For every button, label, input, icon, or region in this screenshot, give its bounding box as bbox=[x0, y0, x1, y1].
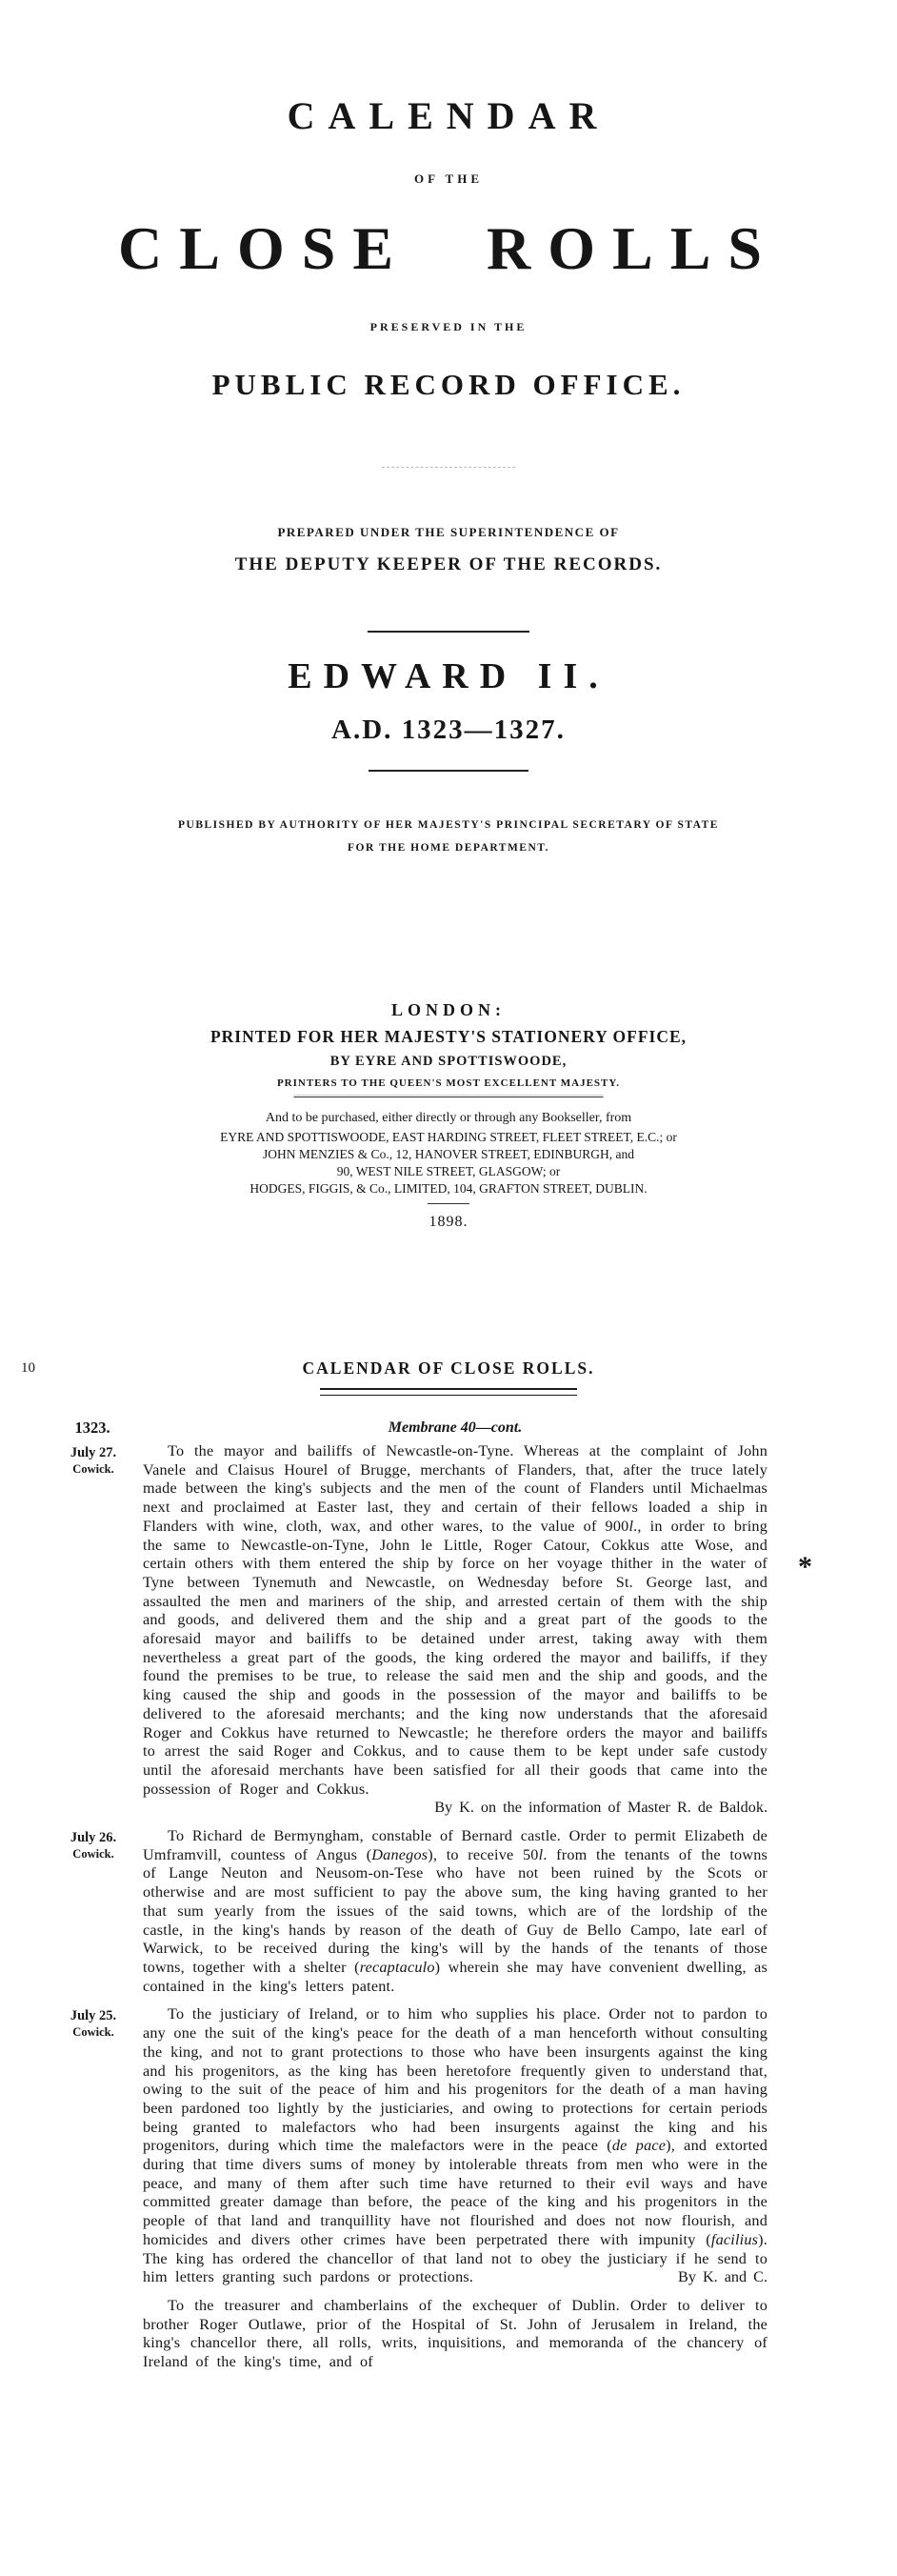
calendar-entry bbox=[70, 1442, 767, 1818]
preserved-in-the-line: PRESERVED IN THE bbox=[369, 320, 528, 333]
entry-place: Cowick. bbox=[72, 1462, 114, 1476]
publication-year: 1898. bbox=[429, 1214, 468, 1230]
entry-date: July 25. bbox=[70, 2008, 117, 2024]
entry-text-italic-segment: l bbox=[538, 1845, 544, 1863]
margin-asterisk: * bbox=[798, 1551, 812, 1582]
entry-text-italic-segment: facilius bbox=[710, 2230, 759, 2248]
imprint-printers: PRINTERS TO THE QUEEN'S MOST EXCELLENT MAJESTY. bbox=[276, 1077, 621, 1089]
entry-text-segment: To the mayor and bailiffs of Newcastle-on-Tyne. Whereas at the complaint of John Vanele and Claisus Hourel of Brugge, merchants of Flanders, that, after the truce lately made between the king's subjects and the men of the count of Flanders until Michaelmas next and proclaimed at Easter last, they and certain of their fellows loaded a ship in Flanders with wine, cloth, wax, and other wares, to the value of 900 bbox=[143, 1442, 767, 1535]
membrane-heading: Membrane 40—cont. bbox=[388, 1419, 523, 1436]
entry-margin-note bbox=[48, 1830, 139, 1862]
entry-date: July 26. bbox=[70, 1830, 117, 1846]
faint-divider-rule bbox=[382, 467, 515, 468]
purchase-line: HODGES, FIGGIS, & Co., LIMITED, 104, GRAFTON STREET, DUBLIN. bbox=[249, 1181, 648, 1196]
entry-text-segment: To the treasurer and chamberlains of the exchequer of Dublin. Order to deliver to brother Roger Outlawe, prior of the Hospital of St. John of Jerusalem in Ireland, the king's chancellor there, all rolls, writs, inquisitions, and memoranda of the chancery of Ireland of the king's time, and of bbox=[143, 2296, 767, 2371]
entry-text-segment: To Richard de Bermyngham, constable of Bernard castle. Order to permit Elizabeth de Umframvill, countess of Angus ( bbox=[143, 1827, 767, 1863]
authority-line-1: PUBLISHED BY AUTHORITY OF HER MAJESTY'S PRINCIPAL SECRETARY OF STATE bbox=[178, 819, 719, 831]
prepared-under-line: PREPARED UNDER THE SUPERINTENDENCE OF bbox=[277, 525, 620, 539]
entry-byline: By K. on the information of Master R. de Baldok. bbox=[434, 1799, 767, 1817]
running-title: CALENDAR OF CLOSE ROLLS. bbox=[302, 1358, 595, 1378]
year-margin-label: 1323. bbox=[74, 1419, 110, 1437]
calendar-entry bbox=[143, 2297, 767, 2372]
imprint-printed-for: PRINTED FOR HER MAJESTY'S STATIONERY OFFICE, bbox=[209, 1027, 688, 1046]
header-double-rule bbox=[320, 1388, 577, 1396]
entry-text-segment: ). The king has ordered the chancellor of that land not to obey the justiciary if he send to him letters granting such pardons or protections. bbox=[143, 2230, 767, 2286]
monarch-title: EDWARD II. bbox=[288, 656, 609, 696]
divider-rule bbox=[368, 631, 529, 633]
public-record-office-line: PUBLIC RECORD OFFICE. bbox=[211, 368, 686, 401]
entry-text bbox=[143, 2005, 767, 2287]
entry-place: Cowick. bbox=[72, 1847, 114, 1862]
entry-text bbox=[143, 1442, 767, 1799]
purchase-line: And to be purchased, either directly or through any Bookseller, from bbox=[265, 1111, 632, 1125]
entry-text-segment: ), and extorted during that time divers sums of money by intolerable threats from men who were in the peace, and many of them after such time have returned to their evil ways and have committed greater damage than before, the peace of the king and his progenitors in the people of that land and tranquillity have not flourished and does not now flourish, and homicides and divers other crimes have been perpetrated there with impunity ( bbox=[143, 2137, 767, 2248]
purchase-line: EYRE AND SPOTTISWOODE, EAST HARDING STREET, FLEET STREET, E.C.; or bbox=[220, 1130, 677, 1144]
book-title-of-the: OF THE bbox=[413, 171, 484, 186]
imprint-printed-by: BY EYRE AND SPOTTISWOODE, bbox=[329, 1054, 568, 1069]
entry-text-segment: ), to receive 50 bbox=[428, 1845, 539, 1863]
entry-text-italic-segment: recaptaculo bbox=[359, 1958, 435, 1976]
entry-text-italic-segment: l bbox=[628, 1517, 634, 1535]
entry-text-segment: ., in order to bring the same to Newcastle-on-Tyne, John le Little, Roger Catour, Cokkus atte Wose, and certain others with them entered the ship by force on her voyage thither in the water of Tyne between Tynemuth and Newcastle, on Wednesday before St. George last, and assaulted the men and mariners of the ship, and arrested certain of them with the ship and goods, and delivered them and the ship and a great part of the goods to the aforesaid mayor and bailiffs to be detained under arrest, taking away with them nevertheless a great part of the goods, the king ordered the mayor and bailiffs, if they found the premises to be true, to release the said men and the ship and goods, and the king caused the ship and goods in the possession of the mayor and bailiffs to be delivered to the aforesaid merchants; and the king now understands that the aforesaid Roger and Cokkus have returned to Newcastle; he therefore orders the mayor and bailiffs to arrest the said Roger and Cokkus, and to cause them to be kept under safe custody until the aforesaid merchants have been satisfied for all their goods that came into the possession of Roger and Cokkus. bbox=[143, 1517, 767, 1798]
entry-text-italic-segment: de pace bbox=[611, 2137, 667, 2155]
entry-byline: By K. and C. bbox=[678, 2268, 767, 2286]
entry-text-segment: ) wherein she may have convenient dwelling, as contained in the king's letters patent. bbox=[143, 1958, 767, 1995]
entry-text bbox=[143, 1827, 767, 1996]
book-title-close-rolls: CLOSE ROLLS bbox=[118, 214, 779, 282]
calendar-entry bbox=[70, 2005, 767, 2287]
authority-line-2: FOR THE HOME DEPARTMENT. bbox=[348, 842, 549, 854]
date-range: A.D. 1323—1327. bbox=[331, 714, 566, 745]
entry-text-segment: To the justiciary of Ireland, or to him who supplies his place. Order not to pardon to any one the suit of the king's peace for the death of a man henceforth without consulting the king, and not to grant protections to those who have been insurgents against the king and his progenitors, as the king has been heretofore frequently given to understand that, owing to the suit of the peace of him and his progenitors for the death of a man having been pardoned too lightly by the justiciaries, and owing to protections for certain periods being granted to malefactors who had been insurgents against the king and his progenitors, during which time the malefactors were in the peace ( bbox=[143, 2005, 767, 2155]
purchase-line: JOHN MENZIES & Co., 12, HANOVER STREET, EDINBURGH, and bbox=[262, 1147, 635, 1161]
entry-place: Cowick. bbox=[72, 2025, 114, 2040]
entry-margin-note bbox=[48, 1445, 139, 1477]
entry-text bbox=[143, 2297, 767, 2372]
entry-text-segment: . from the tenants of the towns of Lange Neuton and Neusom-on-Tese who have not been ruined by the Scots or otherwise and are most sufficient to pay the above sum, the king having granted to her that sum yearly from the issues of the said towns, which are of the lordship of the castle, in the king's hands by reason of the death of Guy de Bello Campo, late earl of Warwick, to be received during the king's will by the hands of the tenants of those towns, together with a shelter ( bbox=[143, 1845, 768, 1976]
entry-margin-note bbox=[48, 2008, 139, 2040]
divider-rule bbox=[428, 1203, 469, 1204]
deputy-keeper-line: THE DEPUTY KEEPER OF THE RECORDS. bbox=[234, 554, 663, 574]
calendar-entry bbox=[70, 1827, 768, 1996]
book-title-calendar: CALENDAR bbox=[287, 94, 610, 137]
page-number: 10 bbox=[21, 1360, 35, 1376]
entry-text-italic-segment: Danegos bbox=[371, 1845, 429, 1863]
divider-rule bbox=[369, 770, 528, 772]
entry-date: July 27. bbox=[70, 1445, 117, 1460]
imprint-city: LONDON: bbox=[391, 1000, 506, 1019]
purchase-line: 90, WEST NILE STREET, GLASGOW; or bbox=[336, 1164, 561, 1178]
